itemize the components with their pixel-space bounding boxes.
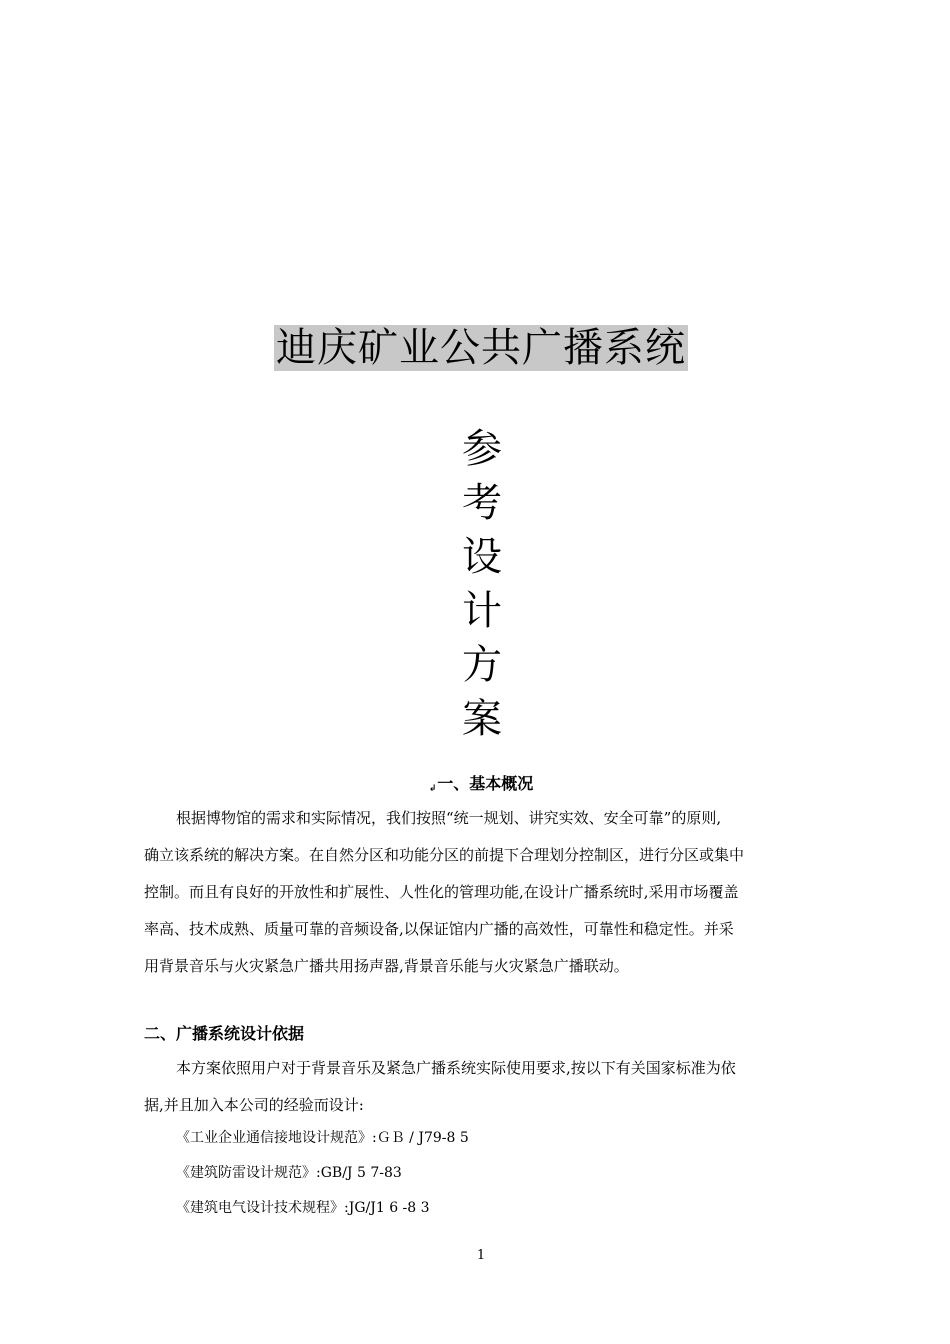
subtitle-char: 参 <box>462 426 502 472</box>
section-2-heading: 二、广播系统设计依据 <box>144 1024 305 1043</box>
subtitle-char: 设 <box>462 534 502 580</box>
section-1-heading-text: 一、基本概况 <box>437 774 534 793</box>
paragraph-line: 确立该系统的解决方案。在自然分区和功能分区的前提下合理划分控制区，进行分区或集中 <box>144 846 745 864</box>
page-number: 1 <box>476 1248 486 1263</box>
standard-item: 《工业企业通信接地设计规范》:ＧＢ / J79-8 5 <box>176 1130 469 1146</box>
paragraph-line: 控制。而且有良好的开放性和扩展性、人性化的管理功能,在设计广播系统时,采用市场覆盖 <box>144 883 739 901</box>
standard-item: 《建筑防雷设计规范》:GB/J 5 7-83 <box>176 1165 402 1181</box>
subtitle-char: 考 <box>462 480 502 526</box>
document-title <box>0 322 950 374</box>
standard-item: 《建筑电气设计技术规程》:JG/J1 6 -8 3 <box>176 1200 430 1216</box>
paragraph-mark-icon: ↲ <box>428 784 437 794</box>
subtitle-char: 方 <box>462 642 502 688</box>
section-1-heading <box>0 770 950 803</box>
section-1-paragraph <box>144 800 826 985</box>
section-2-paragraph <box>144 1050 826 1124</box>
paragraph-line: 率高、技术成熟、质量可靠的音频设备,以保证馆内广播的高效性，可靠性和稳定性。并采 <box>144 920 734 938</box>
paragraph-line: 根据博物馆的需求和实际情况，我们按照“统一规划、讲究实效、安全可靠”的原则, <box>176 809 722 827</box>
document-title-text: 迪庆矿业公共广播系统 <box>276 325 686 371</box>
subtitle-char: 案 <box>462 696 502 742</box>
paragraph-line: 本方案依照用户对于背景音乐及紧急广播系统实际使用要求,按以下有关国家标准为依 <box>176 1059 736 1077</box>
paragraph-line: 据,并且加入本公司的经验而设计: <box>144 1096 364 1114</box>
paragraph-line: 用背景音乐与火灾紧急广播共用扬声器,背景音乐能与火灾紧急广播联动。 <box>144 957 629 975</box>
document-subtitle-vertical <box>456 422 508 746</box>
subtitle-char: 计 <box>462 588 502 634</box>
